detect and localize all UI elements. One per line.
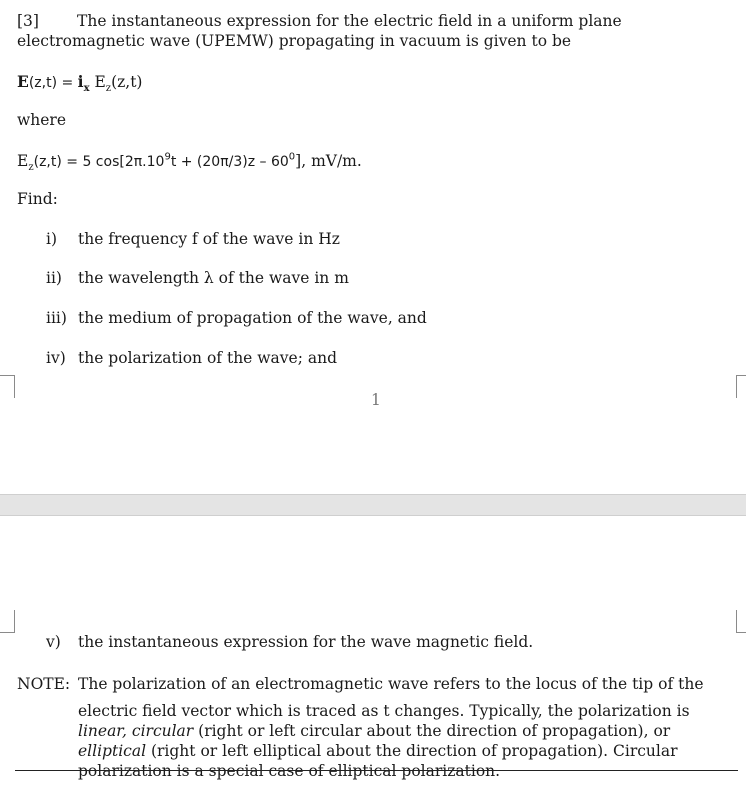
crop-mark-top-right (736, 610, 746, 633)
crop-mark-top-left (0, 610, 15, 633)
question-number: [3] (17, 12, 39, 30)
eq1-field-args: (z,t) (111, 73, 143, 91)
note-first-line: The polarization of an electromagnetic wave refers to the locus of the tip of the (78, 675, 704, 693)
list-item-text: the medium of propagation of the wave, and (78, 309, 427, 327)
note-body (78, 701, 728, 781)
note-label: NOTE: (17, 675, 71, 693)
eq1-unit-vector: i (77, 72, 84, 91)
eq2-tail: ], mV/m. (295, 152, 362, 170)
eq1-unit-sub: x (83, 83, 90, 94)
eq1-field-sub: z (105, 83, 112, 94)
note-body-text: electric field vector which is traced as t changes. Typically, the polarization is (78, 702, 690, 720)
question-intro-line1: The instantaneous expression for the electric field in a uniform plane (77, 12, 622, 30)
eq1-bold-e: E (17, 72, 29, 91)
note-body-text-2: (right or left circular about the direction of propagation), or (193, 722, 671, 740)
list-item-marker: ii) (46, 269, 62, 287)
eq2-mid: t + (20π/3)z – 60 (170, 154, 289, 170)
crop-mark-bottom-left (0, 375, 15, 398)
note-elliptical: elliptical (78, 742, 147, 760)
note-body-text-3: (right or left elliptical about the direction of propagation). Circular polarization is a special case of elliptical polarization. (78, 742, 678, 780)
question-intro-line2: electromagnetic wave (UPEMW) propagating in vacuum is given to be (17, 32, 572, 50)
list-item-marker: iii) (46, 309, 67, 327)
equation-ez (17, 151, 362, 173)
eq2-lhs-sub: z (28, 162, 34, 174)
list-item-text: the frequency f of the wave in Hz (78, 230, 340, 248)
bottom-rule (15, 770, 738, 771)
eq2-exp: 9 (164, 151, 171, 163)
eq2-body: (z,t) = 5 cos[2π.10 (33, 154, 165, 170)
eq2-degree: 0 (288, 151, 296, 163)
eq2-lhs: E (17, 152, 29, 170)
crop-mark-bottom-right (736, 375, 746, 398)
list-item-marker: i) (46, 230, 58, 248)
equation-e-field (17, 72, 142, 94)
note-circular: circular (131, 722, 194, 740)
eq1-field: E (89, 73, 106, 91)
list-item-text: the instantaneous expression for the wave magnetic field. (78, 633, 534, 651)
note-linear: linear, (78, 722, 127, 740)
page-number: 1 (371, 391, 381, 409)
find-label: Find: (17, 190, 58, 208)
list-item-marker: v) (46, 633, 61, 651)
where-label: where (17, 111, 67, 129)
page-break-gap (0, 494, 746, 516)
list-item-text: the wavelength λ of the wave in m (78, 269, 349, 287)
eq1-args: (z,t) = (28, 75, 78, 91)
list-item-marker: iv) (46, 349, 66, 367)
list-item-text: the polarization of the wave; and (78, 349, 338, 367)
